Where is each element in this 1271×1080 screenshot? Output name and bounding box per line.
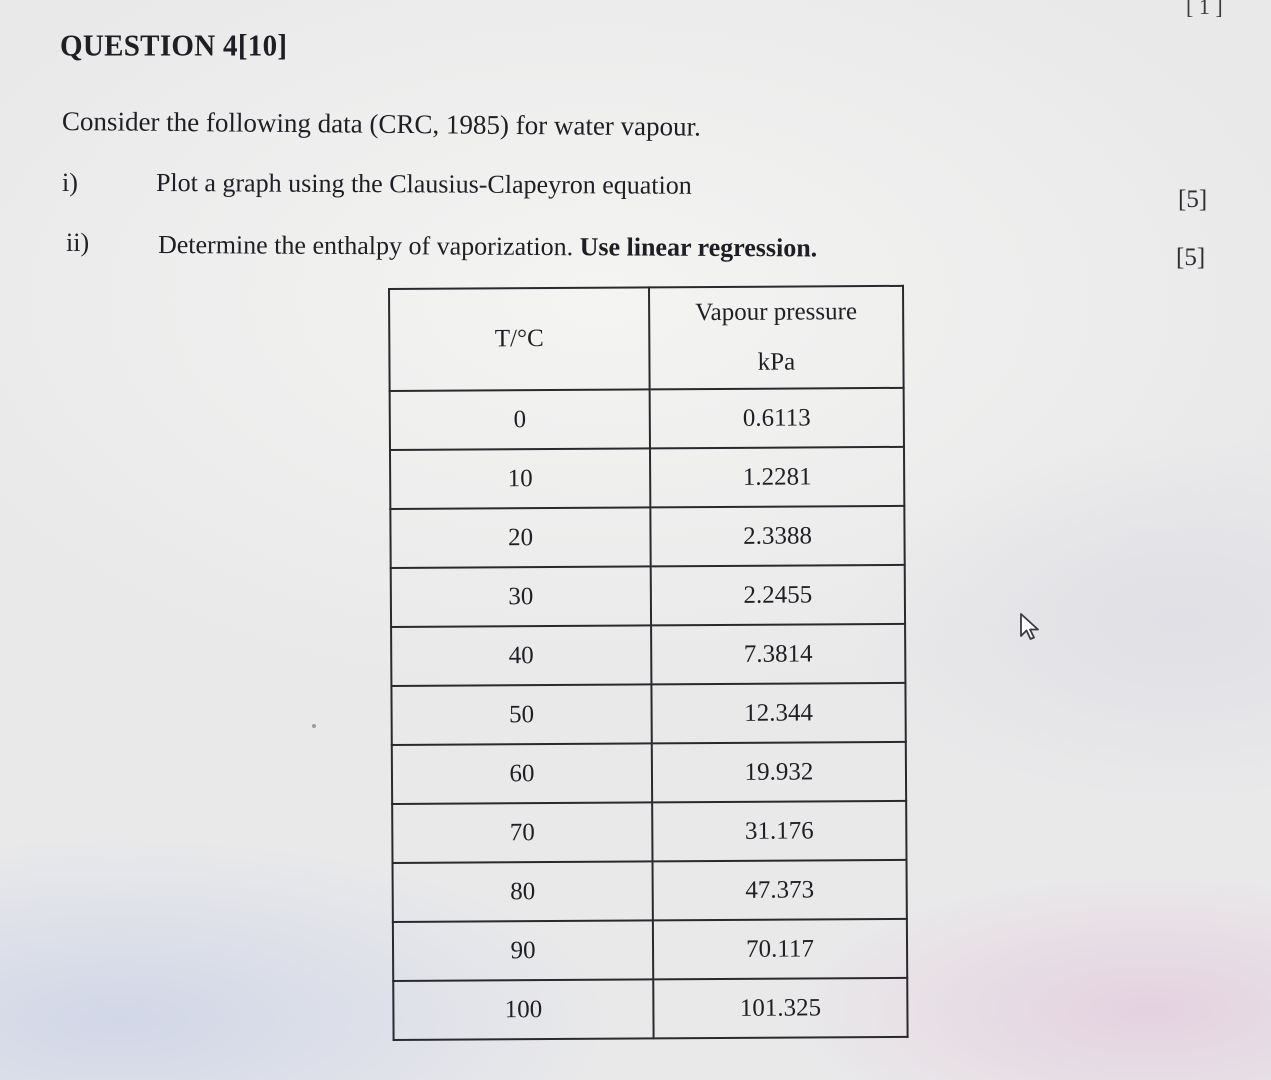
cell-temperature: 50 [391, 684, 651, 745]
table-header-row [389, 286, 904, 391]
cell-pressure: 47.373 [653, 860, 907, 921]
cell-temperature: 30 [391, 566, 651, 627]
cell-pressure: 1.2281 [650, 447, 904, 508]
cell-temperature: 100 [393, 979, 653, 1040]
header-vapour-pressure-unit: kPa [757, 348, 796, 376]
item-text-1-plain: Plot a graph using the Clausius-Clapeyron equation [155, 168, 692, 200]
table-row [390, 447, 904, 509]
cell-pressure: 12.344 [651, 683, 905, 744]
speck [312, 724, 316, 728]
cell-pressure: 70.117 [653, 919, 907, 980]
table-row [392, 742, 906, 804]
cell-temperature: 0 [390, 389, 650, 450]
cell-pressure: 19.932 [652, 742, 906, 803]
cell-temperature: 40 [391, 625, 651, 686]
cell-pressure: 7.3814 [651, 624, 905, 685]
cell-pressure: 101.325 [653, 978, 907, 1039]
item-text-1 [156, 168, 692, 201]
table-row [393, 860, 907, 922]
item-number-1: i) [62, 168, 78, 197]
cell-temperature: 70 [392, 802, 652, 863]
table-row [393, 919, 907, 981]
cell-temperature: 80 [393, 861, 653, 922]
item-text-2-bold: Use linear regression. [579, 232, 818, 263]
item-text-2 [158, 230, 817, 263]
cell-temperature: 90 [393, 920, 653, 981]
corner-mark: [ 1 ] [1186, 0, 1223, 19]
intro-text: Consider the following data (CRC, 1985) for water vapour. [61, 106, 702, 142]
question-title: QUESTION 4[10] [60, 29, 288, 63]
cell-pressure: 0.6113 [650, 388, 904, 449]
header-vapour-pressure-label: Vapour pressure [695, 298, 858, 327]
table-row [390, 388, 904, 450]
table-row [393, 978, 907, 1040]
item-mark-2: [5] [1176, 244, 1206, 271]
cell-pressure: 2.3388 [650, 506, 904, 567]
header-temperature: T/°C [389, 287, 650, 391]
item-number-2: ii) [66, 228, 90, 257]
table-row [391, 624, 905, 686]
item-text-2-plain: Determine the enthalpy of vaporization. [157, 230, 580, 262]
cell-temperature: 60 [392, 743, 652, 804]
item-mark-1: [5] [1178, 186, 1208, 213]
header-vapour-pressure [649, 286, 904, 390]
vapour-pressure-table [388, 285, 909, 1041]
table-row [390, 506, 904, 568]
table-row [392, 801, 906, 863]
cell-pressure: 31.176 [652, 801, 906, 862]
cell-pressure: 2.2455 [651, 565, 905, 626]
table-row [391, 683, 905, 745]
mouse-pointer-icon [1018, 612, 1044, 642]
table-row [391, 565, 905, 627]
cell-temperature: 10 [390, 448, 650, 509]
cell-temperature: 20 [390, 507, 650, 568]
